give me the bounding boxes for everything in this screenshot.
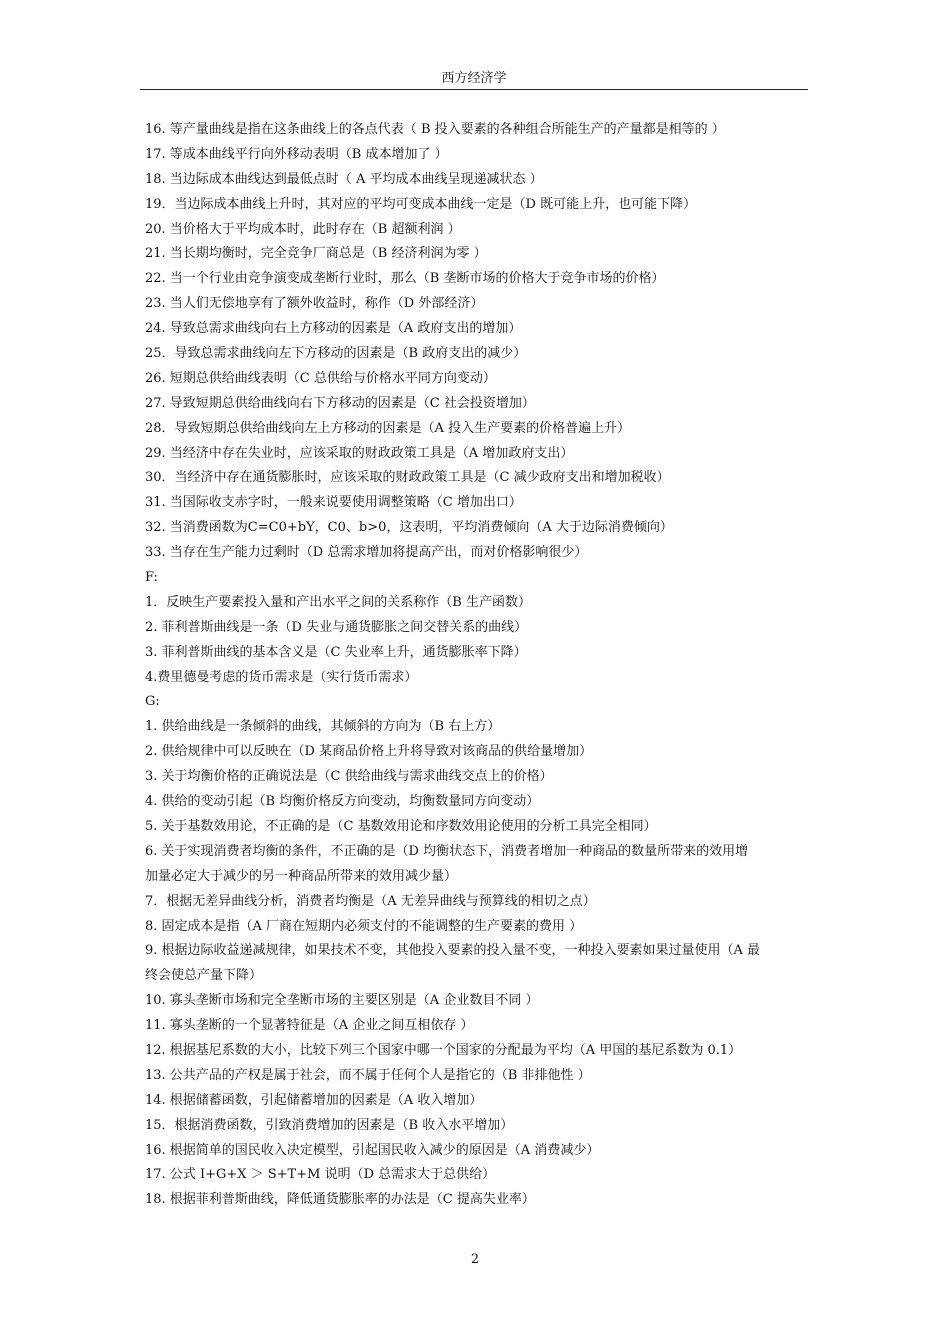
text-line: 4. 供给的变动引起（B 均衡价格反方向变动，均衡数量同方向变动）	[145, 794, 540, 810]
text-line: 20. 当价格大于平均成本时，此时存在（B 超额利润 ）	[145, 221, 461, 237]
text-line: 4.费里德曼考虑的货币需求是（实行货币需求）	[145, 669, 418, 685]
text-line: 加量必定大于减少的另一种商品所带来的效用减少量）	[145, 868, 458, 884]
text-line: F:	[145, 570, 158, 586]
text-line: 32. 当消费函数为C=C0+bY，C0、b>0，这表明，平均消费倾向（A 大于边际消费倾向）	[145, 520, 673, 536]
page-number: 2	[470, 1252, 480, 1267]
text-line: 23. 当人们无偿地享有了额外收益时，称作（D 外部经济）	[145, 296, 484, 312]
text-line: 18. 根据菲利普斯曲线，降低通货膨胀率的办法是（C 提高失业率）	[145, 1192, 535, 1208]
text-line: 29. 当经济中存在失业时，应该采取的财政政策工具是（A 增加政府支出）	[145, 445, 574, 461]
text-line: 19．当边际成本曲线上升时，其对应的平均可变成本曲线一定是（D 既可能上升，也可能下降）	[145, 196, 697, 212]
text-line: 28．导致短期总供给曲线向左上方移动的因素是（A 投入生产要素的价格普遍上升）	[145, 420, 631, 436]
page-header-title: 西方经济学	[441, 71, 507, 86]
text-line: 22. 当一个行业由竞争演变成垄断行业时，那么（B 垄断市场的价格大于竞争市场的价格）	[145, 271, 665, 287]
text-line: 25．导致总需求曲线向左下方移动的因素是（B 政府支出的减少）	[145, 346, 527, 362]
text-line: 2. 供给规律中可以反映在（D 某商品价格上升将导致对该商品的供给量增加）	[145, 744, 593, 760]
text-line: 17. 等成本曲线平行向外移动表明（B 成本增加了 ）	[145, 146, 448, 162]
text-line: 9. 根据边际收益递减规律，如果技术不变，其他投入要素的投入量不变，一种投入要素如果过量使用（A 最	[145, 943, 761, 959]
text-line: 6. 关于实现消费者均衡的条件，不正确的是（D 均衡状态下，消费者增加一种商品的数量所带来的效用增	[145, 843, 749, 859]
text-line: 3. 菲利普斯曲线的基本含义是（C 失业率上升，通货膨胀率下降）	[145, 644, 527, 660]
text-line: 7．根据无差异曲线分析，消费者均衡是（A 无差异曲线与预算线的相切之点）	[145, 893, 596, 909]
text-line: 30．当经济中存在通货膨胀时，应该采取的财政政策工具是（C 减少政府支出和增加税收）	[145, 470, 670, 486]
text-line: 12. 根据基尼系数的大小，比较下列三个国家中哪一个国家的分配最为平均（A 甲国的基尼系数为 0.1）	[145, 1042, 742, 1058]
text-line: 31. 当国际收支赤字时，一般来说要使用调整策略（C 增加出口）	[145, 495, 522, 511]
text-line: 21. 当长期均衡时，完全竞争厂商总是（B 经济利润为零 ）	[145, 246, 487, 262]
text-line: 16. 根据简单的国民收入决定模型，引起国民收入减少的原因是（A 消费减少）	[145, 1142, 600, 1158]
text-line: 1. 供给曲线是一条倾斜的曲线，其倾斜的方向为（B 右上方）	[145, 719, 501, 735]
text-line: 14. 根据储蓄函数，引起储蓄增加的因素是（A 收入增加）	[145, 1092, 483, 1108]
document-body	[145, 118, 807, 1213]
text-line: 16. 等产量曲线是指在这条曲线上的各点代表（ B 投入要素的各种组合所能生产的产量都是相等的 ）	[145, 122, 725, 137]
text-line: 8. 固定成本是指（A 厂商在短期内必须支付的不能调整的生产要素的费用 ）	[145, 918, 583, 934]
text-line: 27. 导致短期总供给曲线向右下方移动的因素是（C 社会投资增加）	[145, 395, 535, 411]
text-line: 11. 寡头垄断的一个显著特征是（A 企业之间互相依存 ）	[145, 1018, 474, 1034]
text-line: 17. 公式 I+G+X ＞ S+T+M 说明（D 总需求大于总供给）	[145, 1167, 496, 1183]
text-line: 终会使总产量下降）	[145, 968, 263, 984]
text-line: 3. 关于均衡价格的正确说法是（C 供给曲线与需求曲线交点上的价格）	[145, 769, 553, 785]
text-line: 18. 当边际成本曲线达到最低点时（ A 平均成本曲线呈现递减状态 ）	[145, 171, 543, 187]
text-line: 1．反映生产要素投入量和产出水平之间的关系称作（B 生产函数）	[145, 594, 531, 610]
text-line: 26. 短期总供给曲线表明（C 总供给与价格水平同方向变动）	[145, 370, 496, 386]
text-line: 13. 公共产品的产权是属于社会，而不属于任何个人是指它的（B 非排他性 ）	[145, 1067, 591, 1083]
text-line: 33. 当存在生产能力过剩时（D 总需求增加将提高产出，而对价格影响很少）	[145, 545, 588, 561]
text-line: G:	[145, 694, 160, 710]
text-line: 2. 菲利普斯曲线是一条（D 失业与通货膨胀之间交替关系的曲线）	[145, 619, 528, 635]
text-line: 5. 关于基数效用论，不正确的是（C 基数效用论和序数效用论使用的分析工具完全相同）	[145, 818, 657, 834]
text-line: 24. 导致总需求曲线向右上方移动的因素是（A 政府支出的增加）	[145, 321, 522, 337]
text-line: 15．根据消费函数，引致消费增加的因素是（B 收入水平增加）	[145, 1117, 514, 1133]
text-line: 10. 寡头垄断市场和完全垄断市场的主要区别是（A 企业数目不同 ）	[145, 993, 539, 1009]
header-divider	[140, 89, 808, 90]
